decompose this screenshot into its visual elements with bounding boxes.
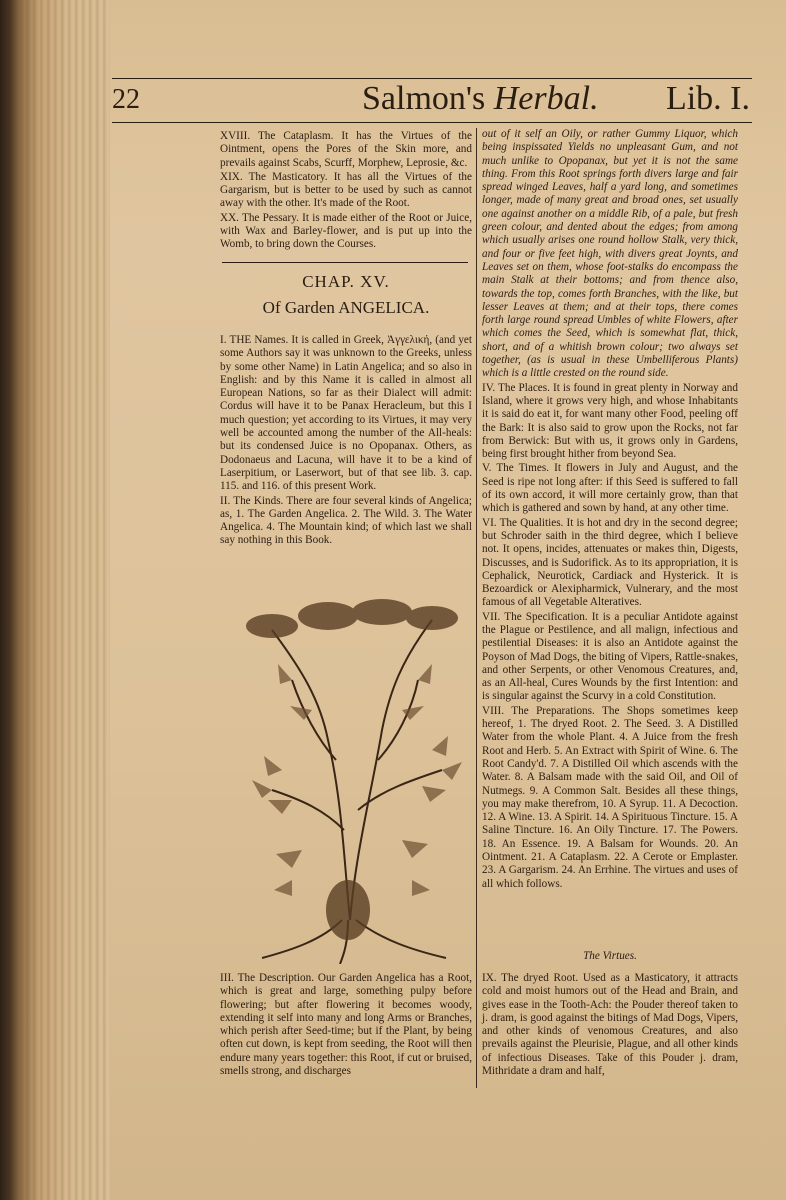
header-rule-top: [112, 78, 752, 79]
right-column-bottom: [482, 972, 738, 1079]
paragraph-cataplasm: XVIII. The Cataplasm. It has the Virtues of the Ointment, opens the Pores of the Skin more, and prevails against Scabs, Scurff, Morphew, Leprosie, &c.: [220, 130, 472, 169]
virtues-heading: The Virtues.: [583, 950, 637, 962]
book-number: Lib. I.: [665, 80, 750, 117]
section-rule: [222, 262, 468, 263]
page-number: 22: [112, 84, 140, 115]
running-header: [112, 78, 752, 130]
paragraph-kinds: II. The Kinds. There are four several kinds of Angelica; as, 1. The Garden Angelica. 2. The Wild. 3. The Water Angelica. 4. The Mountain kind; of which last we shall say nothing in this Book.: [220, 494, 472, 547]
chapter-number: CHAP. XV.: [302, 272, 390, 291]
angelica-woodcut: [232, 590, 468, 964]
paragraph-pessary: XX. The Pessary. It is made either of the Root or Juice, with Wax and Barley-flower, and is put up into the Womb, to bring down the Courses.: [220, 211, 472, 251]
paragraph-description-cont: out of it self an Oily, or rather Gummy Liquor, which being inspissated Yields no unpleasant Gum, and not much unlike to Opopanax, but yet it is not the same thing. From this Root springs forth divers large and fair spread winged Leaves, half a yard long, and sometimes longer, made of many great and broad ones, set usually one against another on a middle Rib, of a pale, but fresh green colour, and dented about the edges; from among which usually arises one round hollow Stalk, very thick, and four or five feet high, with divers great Joynts, and Leaves set on them, whose foot-stalks do encompass the main Stalk at their bottoms; and from thence also, towards the top, comes forth Branches, with the like, but lesser Leaves at them; and at their tops, there comes forth large round spread Umbles of white Flowers, after which comes the Seed, which is somewhat flat, thick, short, and of a whitish brown colour; two always set together, (as is usual in these Umbelliferous Plants) which is a little crested on the round side.: [482, 128, 738, 380]
paragraph-preparations: VIII. The Preparations. The Shops sometimes keep hereof, 1. The dryed Root. 2. The Seed. 3. A Distilled Water from the whole Plant. 4. A Juice from the fresh Root and Herb. 5. An Extract with Spirit of Wine. 6. The Root Candy'd. 7. A Distilled Oil which ascends with the Water. 8. A Balsam made with the said Oil, and Oil of Nutmegs. 9. A Common Salt. Besides all these things, you may make therefrom, 10. A Syrup. 11. A Decoction. 12. A Wine. 13. A Spirit. 14. A Spirituous Tincture. 15. A Saline Tincture. 16. An Oily Tincture. 17. The Powers. 18. An Essence. 19. A Balsam for Wounds. 20. An Ointment. 21. A Cataplasm. 22. A Cerote or Emplaster. 23. A Gargarism. 24. An Errhine. The virtues and uses of all which follows.: [482, 704, 738, 890]
paragraph-specification: VII. The Specification. It is a peculiar Antidote against the Plague or Pestilence, and all malign, infectious and pestilential Diseases: it is also an Antidote against the Poyson of Mad Dogs, the biting of Vipers, Rattle-snakes, and other Serpents, or other Venomous Creatures, and, as an All-heal, Cures Wounds by the first Intention: and is singular against the Scurvy in a cold Constitution.: [482, 610, 738, 703]
paragraph-times: V. The Times. It flowers in July and August, and the Seed is ripe not long after: if this Seed is suffered to fall of its own accord, it will more certainly grow, than that which is gathered and sown by hand, at any other time.: [482, 462, 738, 515]
paragraph-dryed-root: IX. The dryed Root. Used as a Masticatory, it attracts cold and moist humors out of the Head and Brain, and gives ease in the Tooth-Ach: the Pouder thereof taken to j. dram, is good against the bitings of Mad Dogs, Vipers, and other kinds of venomous Creatures, and also prevails against the Pleurisie, Plague, and all other kinds of infectious Diseases. Take of this Pouder j. dram, Mithridate a dram and half,: [482, 972, 738, 1078]
header-rule-bottom: [112, 122, 752, 123]
paragraph-masticatory: XIX. The Masticatory. It has all the Virtues of the Gargarism, but is better to be used by such as cannot away with the other. It's made of the Root.: [220, 170, 472, 210]
right-column: [482, 128, 738, 892]
left-column-bottom: [220, 972, 472, 1079]
left-column-top: [220, 130, 472, 253]
paragraph-places: IV. The Places. It is found in great plenty in Norway and Island, where it grows very high, and whose Inhabitants it is said do eat it, for want many other Food, peeling off the Bark: It is also said to grow upon the Rocks, not far from Berwick: But with us, it grows only in Gardens, being first brought hither from beyond Sea.: [482, 381, 738, 461]
page-edge-stack: [20, 0, 110, 1200]
paragraph-names: I. THE Names. It is called in Greek, Ἀγγελική, (and yet some Authors say it was unknown to the Greeks, unless by some other Name) in Latin Angelica; and so also in English: and by this Name it is called in almost all European Nations, so far as their Dialect will admit: Cordus will have it to be Panax Heracleum, but this I much question; yet according to its Virtues, it may very well be accounted among the number of the All-heals: but its condensed Juice is no Opopanax. Others, as Dodonaeus and Lacuna, will have it to be a kind of Laserpitium, or Laserwort, but of that see lib. 3. cap. 115. and 116. of this present Work.: [220, 334, 472, 493]
left-column-middle: [220, 334, 472, 549]
running-title: [362, 80, 599, 118]
running-title-main: Salmon's: [362, 80, 486, 117]
chapter-title: Of Garden ANGELICA.: [262, 298, 430, 317]
paragraph-description: III. The Description. Our Garden Angelica has a Root, which is great and large, something pulpy before flowering; but after flowering it becomes woody, extending it self into many and long Arms or Branches, which perish after Seed-time; but if the Plant, by being often cut down, is kept from seeding, the Root will then endure many years together: this Root, if cut or bruised, smells strong, and discharges: [220, 972, 472, 1078]
running-title-italic: Herbal.: [493, 80, 599, 117]
angelica-woodcut-icon: [232, 590, 468, 964]
column-divider: [476, 128, 477, 1088]
paragraph-qualities: VI. The Qualities. It is hot and dry in the second degree; but Schroder saith in the third degree, which I believe not. It opens, incides, attenuates or makes thin, Digests, Discusses, and is Sudorifick. As to its appropriation, it is Cephalick, Neurotick, Cardiack and Hysterick. It is Bezoardick or Alexipharmick, Vulnerary, and the most famous of all Vegetable Alteratives.: [482, 516, 738, 609]
